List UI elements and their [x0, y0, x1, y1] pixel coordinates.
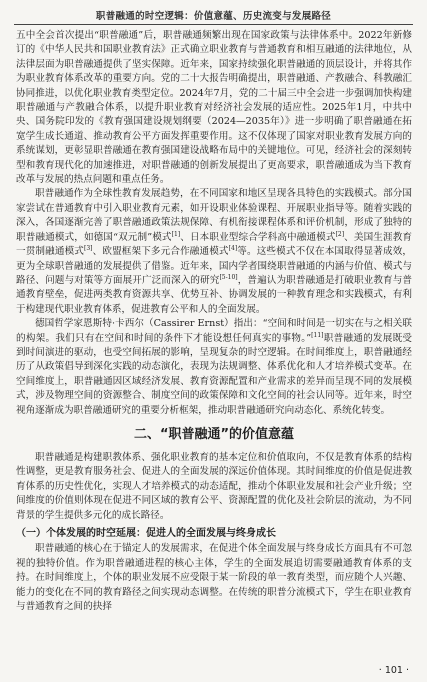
citation: [2] — [335, 230, 345, 238]
running-header: 职普融通的时空逻辑：价值意蕴、历史流变与发展路径 — [95, 11, 332, 22]
section-title: 二、“职普融通”的价值意蕴 — [133, 426, 295, 442]
subsection-title: （一）个体发展的时空延展：促进人的全面发展与终身成长 — [16, 528, 276, 539]
paragraph: 职普融通作为全球性教育发展趋势，在不同国家和地区呈现各具特色的实践模式。部分国家尝试在普通教育中引入职业教育元素，如开设职业体验课程、开展职业指导等。随着实践的深入，各国逐渐完善了职普融通政策法规保障、有机衔接课程体系和评价机制，形成了独特的职普融通模式，如德国“双元制”模式[1]、日本职业型综合学科高中融通模式[2]、美国生涯教育一贯制融通模式[3]、欧盟框架下多元合作融通模式[4]等。这些模式不仅在本国取得显著成效，更为全球职普融通的发展提供了借鉴。近年来，国内学者围绕职普融通的内涵与价值、模式与路径、问题与对策等方面展开广泛而深入的研究[5-10]，普遍认为职普融通是打破职业教育与普通教育壁垒，促进两类教育资源共享、优势互补、协调发展的一种教育理念和实践模式，有利于构建现代职业教育体系，促进教育公平和人的全面发展。 — [16, 188, 413, 315]
citation: [1] — [171, 230, 181, 238]
paragraph: 职普融通的核心在于锚定人的发展需求，在促进个体全面发展与终身成长方面具有不可忽视的独特价值。作为职普融通进程的核心主体，学生的全面发展追切需要融通教育体系的支持。在时间维度上，个体的职业发展不应受限于某一阶段的单一教育类型，而应随个人兴趣、能力的变化在不同的教育路径之间实现动态调整。在传统的职普分流模式下，学生在职业教育与普通教育之间的抉择 — [16, 543, 412, 613]
page-number: · 101 · — [378, 665, 409, 676]
citation: [11] — [311, 331, 324, 339]
paragraph: 德国哲学家恩斯特·卡西尔（Cassirer Ernst）指出：“空间和时间是一切实在与之相关联的构架。我们只有在空间和时间的条件下才能设想任何真实的事物。”[11]职普融通的发展既受到时间演进的驱动，也受空间拓展的影响，呈现复杂的时空逻辑。在时间维度上，职普融通经历了从政策倡导到深化实践的动态演化，表现为法规调整、体系优化和人才培养模式变革。在空间维度上，职普融通因区域经济发展、教育资源配置和产业需求的差异而呈现不同的发展模式，涉及物理空间的资源整合、制度空间的政策保障和文化空间的社会认同等。近年来，时空视角逐渐成为职普融通研究的重要分析框架，推动职普融通研究向动态化、系统化转变。 — [16, 318, 412, 416]
paragraph: 五中全会首次提出“职普融通”后，职普融通频繁出现在国家政策与法律体系中。2022年新修订的《中华人民共和国职业教育法》正式确立职业教育与普通教育和相互融通的法律地位，从法律层面为职普融通提供了坚实保障。近年来，国家持续强化职普融通的顶层设计，并将其作为职业教育体系改革的重要方向。党的二十大报告明确提出，职普融通、产教融合、科教融汇协同推进，以优化职业教育类型定位。2024年7月，党的二十届三中全会进一步强调加快构建职普融通与产教融合体系，以提升职业教育对经济社会发展的适应性。2025年1月，中共中央、国务院印发的《教育强国建设规划纲要（2024—2035年）》进一步明确了职普融通在拓宽学生成长通道、推动教育公平方面发挥重要作用。这不仅体现了国家对职业教育发展方向的系统谋划，更彰显职普融通在教育强国建设战略布局中的关键地位。可见，经济社会的深刻转型和教育现代化的加速推进，对职普融通的创新发展提出了更高要求，职普融通成为当下教育改革与发展的热点问题和重点任务。 — [16, 30, 412, 186]
citation: [3] — [84, 244, 93, 252]
paragraph: 职普融通是构建职教体系、强化职业教育的基本定位和价值取向，不仅是教育体系的结构性调整，更是教育服务社会、促进人的全面发展的深远价值体现。其时间维度的价值是促进教育体系的历史性优化，实现人才培养模式的动态适配，推动个体职业发展和社会产业升级；空间维度的价值则体现在促进不同区域的教育公平、资源配置的优化及社会阶层的流动，为不同背景的学生提供多元化的成长路径。 — [16, 451, 412, 521]
article-body — [16, 29, 412, 614]
citation: [4] — [228, 244, 238, 252]
header-rule — [14, 24, 413, 25]
citation: [5-10] — [219, 273, 238, 281]
